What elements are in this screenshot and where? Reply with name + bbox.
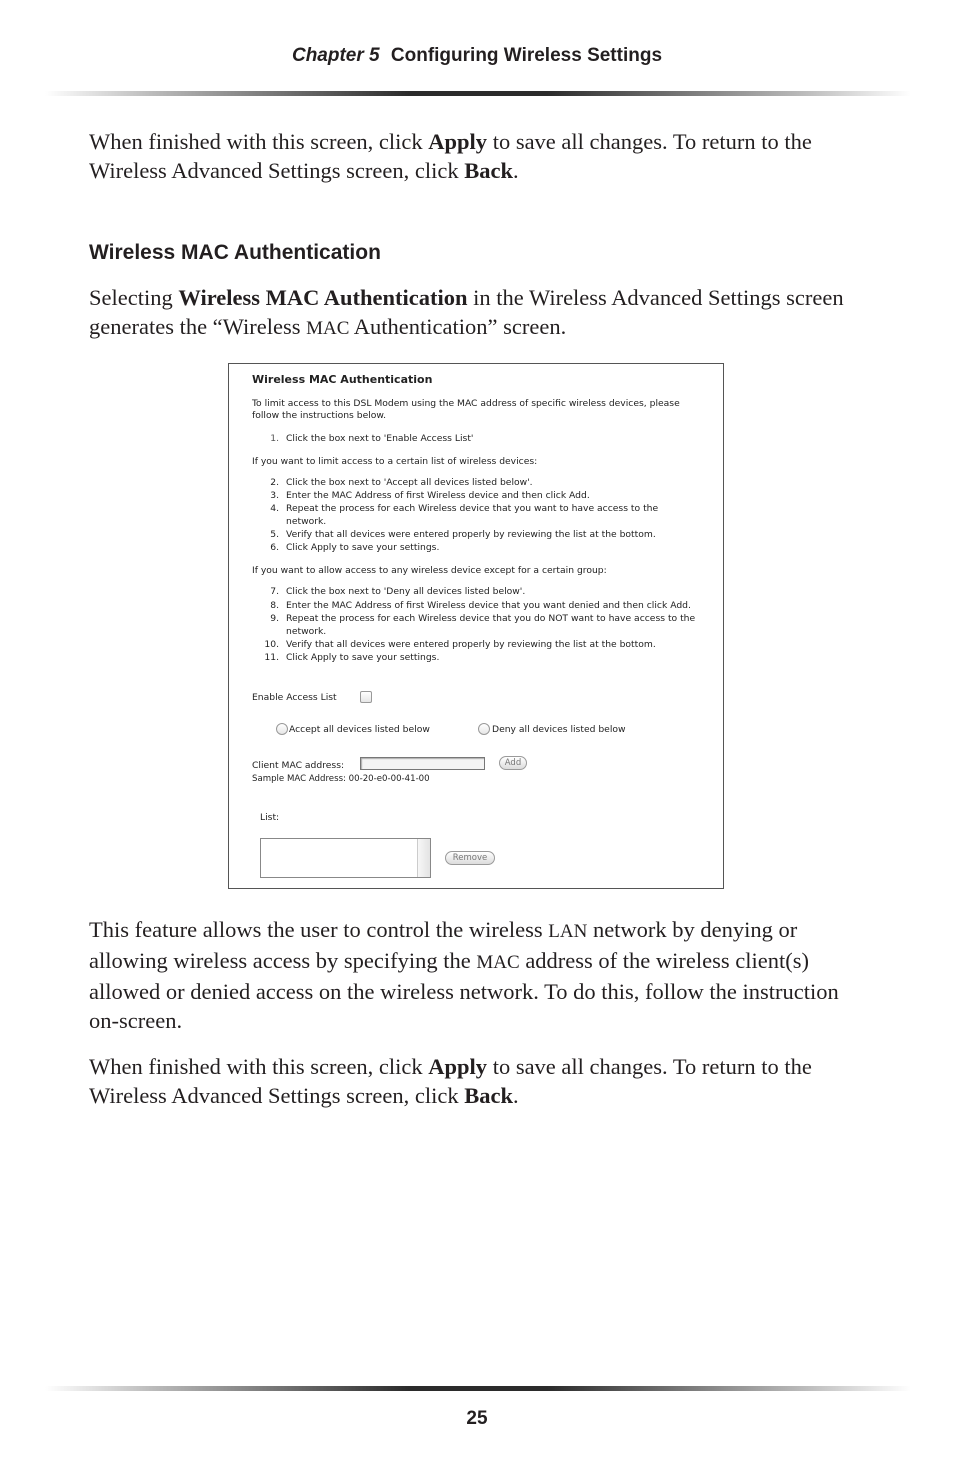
- outro-text-middle: to save all changes. To return to the Wireless Advanced Settings screen, click: [89, 1054, 812, 1108]
- deny-all-label: Deny all devices listed below: [492, 724, 626, 735]
- selecting-text: Selecting: [89, 285, 179, 310]
- feature-name: Wireless MAC Authentication: [178, 285, 468, 310]
- client-mac-input[interactable]: [360, 757, 485, 770]
- list-label: List:: [260, 812, 280, 823]
- apply-term: Apply: [428, 129, 488, 154]
- screen-title: Wireless MAC Authentication: [252, 373, 433, 386]
- feature-paragraph: [89, 915, 869, 1035]
- step-text: Click the box next to 'Enable Access List': [286, 433, 474, 444]
- step-number: 10.: [264, 639, 279, 650]
- list-scrollbar[interactable]: [417, 839, 430, 877]
- sample-mac-text: Sample MAC Address: 00-20-e0-00-41-00: [252, 774, 430, 784]
- step-number: 4.: [270, 503, 279, 514]
- step-number: 1.: [270, 433, 279, 444]
- step-number: 8.: [270, 600, 279, 611]
- remove-button[interactable]: Remove: [445, 851, 495, 865]
- outro-text-end: .: [513, 1083, 519, 1108]
- step-text: Click Apply to save your settings.: [286, 542, 440, 553]
- intro-text-middle: to save all changes. To return to the Wireless Advanced Settings screen, click: [89, 129, 812, 183]
- deny-all-radio[interactable]: [478, 723, 490, 735]
- chapter-label: Chapter 5: [291, 45, 380, 66]
- limit-heading: If you want to limit access to a certain list of wireless devices:: [252, 456, 538, 467]
- step-text: Repeat the process for each Wireless device that you do NOT want to have access to the: [286, 613, 696, 624]
- step-number: 5.: [270, 529, 279, 540]
- selecting-text-middle: in the Wireless Advanced Settings screen generates the “Wireless: [89, 285, 844, 339]
- add-button[interactable]: Add: [499, 756, 527, 770]
- apply-term: Apply: [428, 1054, 488, 1079]
- lan-abbrev: LAN: [548, 921, 588, 942]
- intro-text-end: .: [513, 158, 519, 183]
- outro-text: When finished with this screen, click: [89, 1054, 429, 1079]
- step-text: Verify that all devices were entered properly by reviewing the list at the bottom.: [286, 639, 656, 650]
- intro-line-1: To limit access to this DSL Modem using the MAC address of specific wireless devices, please: [252, 398, 680, 409]
- step-text: Click the box next to 'Deny all devices listed below'.: [286, 586, 526, 597]
- mac-list-box[interactable]: [260, 838, 431, 878]
- allow-heading: If you want to allow access to any wireless device except for a certain group:: [252, 565, 607, 576]
- chapter-title: Configuring Wireless Settings: [390, 45, 663, 66]
- running-header: [0, 45, 954, 67]
- step-text: Enter the MAC Address of first Wireless device that you want denied and then click Add.: [286, 600, 691, 611]
- feature-text-end: address of the wireless client(s) allowed or denied access on the wireless network. To do this, follow the instruction on-screen.: [89, 948, 839, 1033]
- intro-paragraph: [89, 127, 869, 185]
- page-number: 25: [466, 1408, 488, 1429]
- selecting-text-end: Authentication” screen.: [349, 314, 567, 339]
- step-text: Click Apply to save your settings.: [286, 652, 440, 663]
- step-text: Verify that all devices were entered properly by reviewing the list at the bottom.: [286, 529, 656, 540]
- step-text: network.: [286, 626, 327, 637]
- back-term: Back: [464, 158, 513, 183]
- step-number: 3.: [270, 490, 279, 501]
- step-number: 9.: [270, 613, 279, 624]
- feature-text: This feature allows the user to control the wireless: [89, 917, 549, 942]
- step-text: Repeat the process for each Wireless device that you want to have access to the: [286, 503, 659, 514]
- step-number: 6.: [270, 542, 279, 553]
- accept-all-label: Accept all devices listed below: [289, 724, 430, 735]
- step-number: 7.: [270, 586, 279, 597]
- client-mac-label: Client MAC address:: [252, 760, 345, 771]
- footer-rule: [45, 1386, 911, 1391]
- intro-line-2: follow the instructions below.: [252, 410, 386, 421]
- outro-paragraph: [89, 1052, 869, 1110]
- step-text: Enter the MAC Address of first Wireless device and then click Add.: [286, 490, 590, 501]
- enable-access-list-checkbox[interactable]: [360, 691, 372, 703]
- step-number: 11.: [264, 652, 279, 663]
- selecting-paragraph: [89, 283, 869, 343]
- enable-access-list-label: Enable Access List: [252, 692, 337, 703]
- header-rule: [45, 91, 911, 96]
- step-number: 2.: [270, 477, 279, 488]
- mac-abbrev: MAC: [476, 952, 520, 973]
- mac-auth-screenshot: [228, 363, 724, 889]
- intro-text: When finished with this screen, click: [89, 129, 429, 154]
- back-term: Back: [464, 1083, 513, 1108]
- step-text: Click the box next to 'Accept all devices listed below'.: [286, 477, 533, 488]
- section-heading: Wireless MAC Authentication: [89, 241, 381, 264]
- step-text: network.: [286, 516, 327, 527]
- mac-abbrev: MAC: [306, 318, 350, 339]
- feature-text-middle: network by denying or allowing wireless access by specifying the: [89, 917, 798, 973]
- accept-all-radio[interactable]: [276, 723, 288, 735]
